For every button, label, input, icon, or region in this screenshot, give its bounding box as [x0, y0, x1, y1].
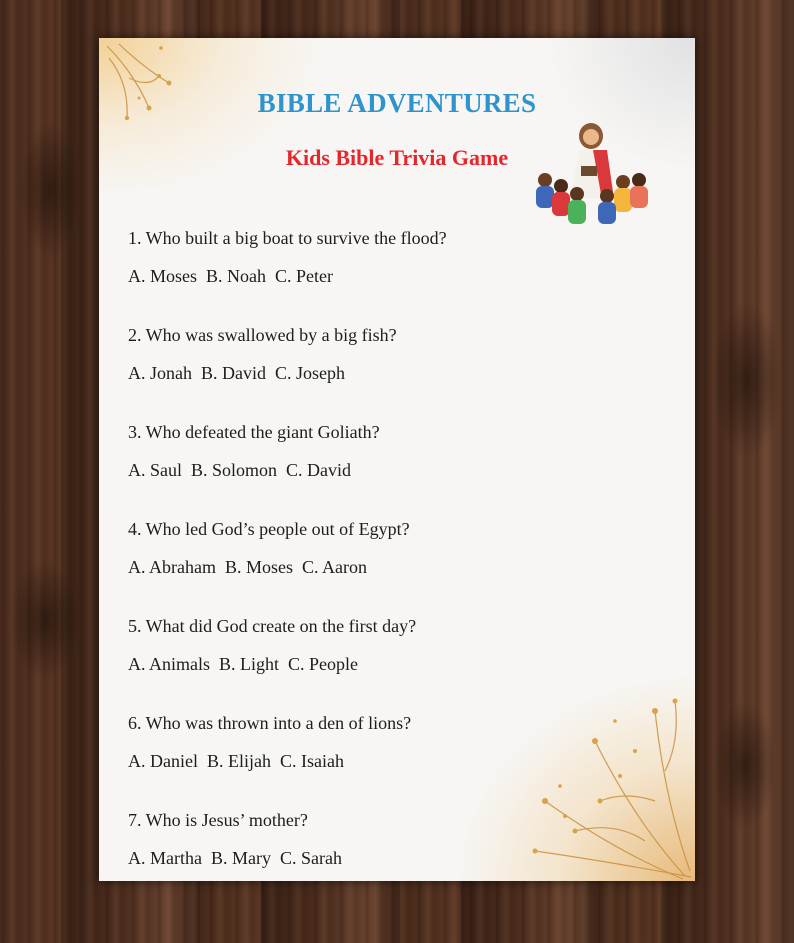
question-text: 5. What did God create on the first day?	[128, 616, 417, 636]
wood-knot	[712, 300, 782, 460]
page-title: BIBLE ADVENTURES	[257, 88, 537, 118]
question-item	[128, 420, 598, 517]
trivia-sheet	[99, 38, 695, 881]
answer-options: A. Martha B. Mary C. Sarah	[128, 848, 342, 868]
question-text: 2. Who was swallowed by a big fish?	[128, 325, 397, 345]
question-text: 1. Who built a big boat to survive the flood?	[128, 228, 447, 248]
subtitle-text: Kids Bible Trivia Game	[285, 145, 509, 170]
answer-options: A. Daniel B. Elijah C. Isaiah	[128, 751, 344, 771]
gold-sprig-decoration-bottom-right	[505, 681, 695, 881]
question-item	[128, 323, 598, 420]
wood-knot	[715, 700, 775, 830]
answer-options: A. Jonah B. David C. Joseph	[128, 363, 345, 383]
answer-options: A. Abraham B. Moses C. Aaron	[128, 557, 367, 577]
question-text: 3. Who defeated the giant Goliath?	[128, 422, 380, 442]
wood-knot	[10, 560, 80, 680]
question-item	[128, 226, 598, 323]
answer-options: A. Moses B. Noah C. Peter	[128, 266, 333, 286]
question-text: 6. Who was thrown into a den of lions?	[128, 713, 412, 733]
jesus-teaching-children-icon	[521, 120, 653, 232]
question-text: 4. Who led God’s people out of Egypt?	[128, 519, 410, 539]
answer-options: A. Saul B. Solomon C. David	[128, 460, 352, 480]
wood-knot	[20, 120, 80, 260]
question-item	[128, 517, 598, 614]
question-text: 7. Who is Jesus’ mother?	[128, 810, 308, 830]
answer-options: A. Animals B. Light C. People	[128, 654, 359, 674]
